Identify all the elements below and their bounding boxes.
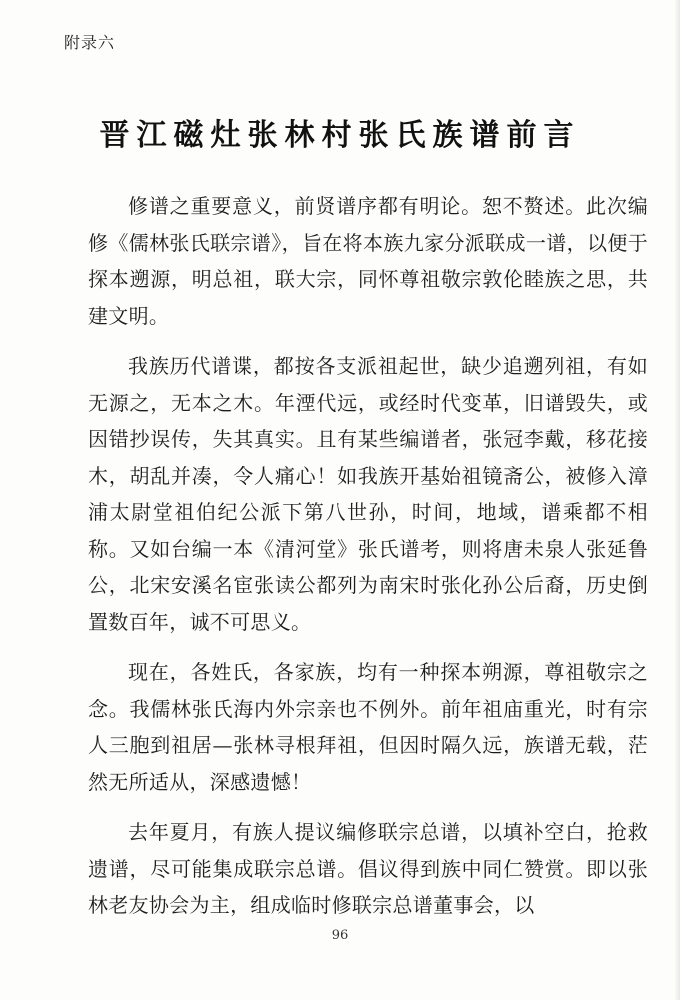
running-head: 附录六	[64, 33, 116, 52]
paragraph: 去年夏月，有族人提议编修联宗总谱，以填补空白，抢救遗谱，尽可能集成联宗总谱。倡议得到族中同仁赞赏。即以张林老友协会为主，组成临时修联宗总谱董事会，以	[88, 820, 648, 917]
paragraph: 修谱之重要意义，前贤谱序都有明论。恕不赘述。此次编修《儒林张氏联宗谱》，旨在将本族九家分派联成一谱，以便于探本遡源，明总祖，联大宗，同怀尊祖敬宗敦伦睦族之思，共建文明。	[88, 194, 648, 328]
paragraph: 我族历代谱谍，都按各支派祖起世，缺少追遡列祖，有如无源之，无本之木。年湮代远，或经时代变革，旧谱毁失，或因错抄误传，失其真实。且有某些编谱者，张冠李戴，移花接木，胡乱并凑，令人痛心！如我族开基始祖镜斋公，被修入漳浦太尉堂祖伯纪公派下第八世孙，时间，地域，谱乘都不相称。又如台编一本《清河堂》张氏谱考，则将唐未泉人张延鲁公，北宋安溪名宦张读公都列为南宋时张化孙公后裔，历史倒置数百年，诚不可思义。	[88, 354, 648, 634]
page-number: 96	[331, 928, 349, 943]
body-text	[88, 188, 648, 938]
paragraph: 现在，各姓氏，各家族，均有一种探本朔源，尊祖敬宗之念。我儒林张氏海内外宗亲也不例外。前年祖庙重光，时有宗人三胞到祖居—张林寻根拜祖，但因时隔久远，族谱无载，茫然无所适从，深感遗憾！	[88, 660, 648, 794]
page-title: 晋江磁灶张林村张氏族谱前言	[99, 118, 581, 153]
